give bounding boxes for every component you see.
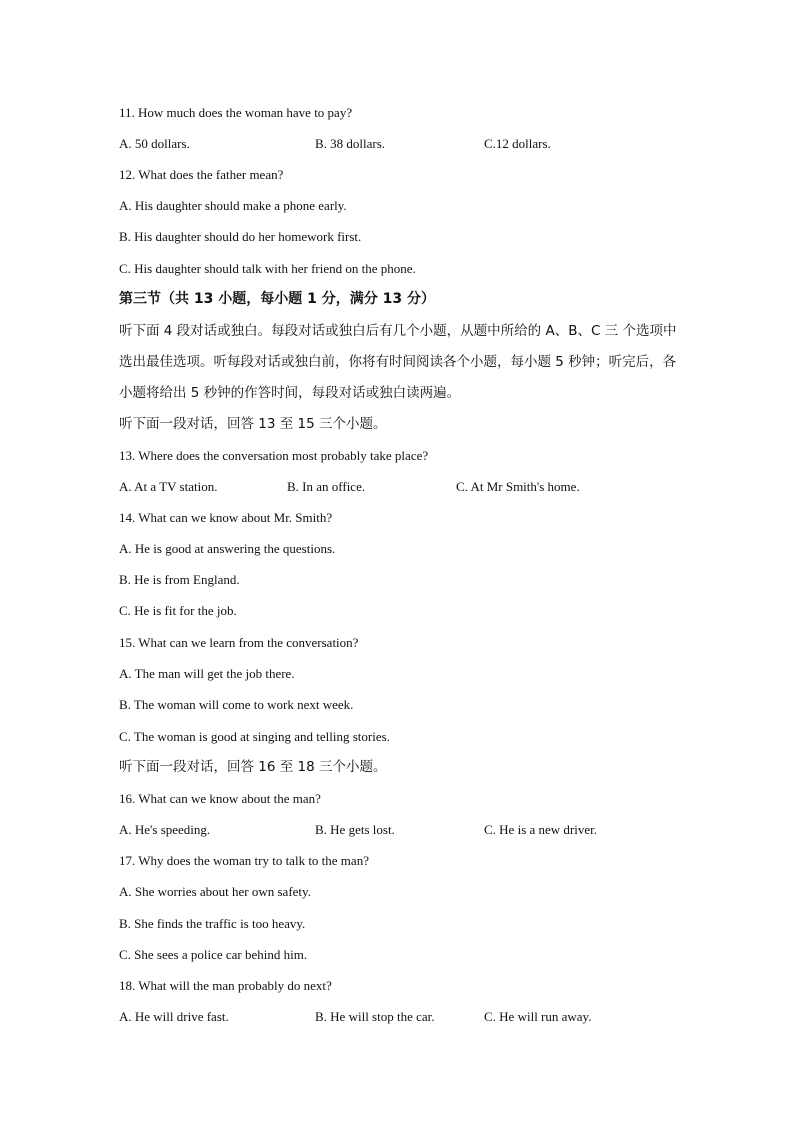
question-11-stem: 11. How much does the woman have to pay? bbox=[119, 105, 353, 120]
question-17-option-a: A. She worries about her own safety. bbox=[119, 884, 311, 899]
question-14-option-a: A. He is good at answering the questions. bbox=[119, 541, 336, 556]
question-18-option-a: A. He will drive fast. bbox=[119, 1009, 229, 1024]
question-11-option-a: A. 50 dollars. bbox=[119, 136, 190, 151]
question-18-option-c: C. He will run away. bbox=[484, 1009, 592, 1024]
section-3-heading: 第三节（共 13 小题，每小题 1 分，满分 13 分） bbox=[119, 291, 435, 307]
question-14-option-b: B. He is from England. bbox=[119, 572, 240, 587]
question-18-stem: 18. What will the man probably do next? bbox=[119, 978, 332, 993]
question-11-option-b: B. 38 dollars. bbox=[315, 136, 386, 151]
question-12-option-a: A. His daughter should make a phone early. bbox=[119, 198, 347, 213]
question-16-option-c: C. He is a new driver. bbox=[484, 822, 598, 837]
question-11-option-c: C.12 dollars. bbox=[484, 136, 551, 151]
question-14-option-c: C. He is fit for the job. bbox=[119, 603, 237, 618]
question-12-stem: 12. What does the father mean? bbox=[119, 167, 284, 182]
question-13-option-a: A. At a TV station. bbox=[119, 479, 218, 494]
question-18-option-b: B. He will stop the car. bbox=[315, 1009, 435, 1024]
question-14-stem: 14. What can we know about Mr. Smith? bbox=[119, 510, 333, 525]
question-15-option-b: B. The woman will come to work next week. bbox=[119, 697, 354, 712]
question-15-stem: 15. What can we learn from the conversation? bbox=[119, 635, 359, 650]
question-16-stem: 16. What can we know about the man? bbox=[119, 791, 321, 806]
question-15-option-a: A. The man will get the job there. bbox=[119, 666, 295, 681]
question-17-option-c: C. She sees a police car behind him. bbox=[119, 947, 308, 962]
question-16-option-a: A. He's speeding. bbox=[119, 822, 211, 837]
question-15-option-c: C. The woman is good at singing and telling stories. bbox=[119, 729, 390, 744]
question-17-stem: 17. Why does the woman try to talk to the man? bbox=[119, 853, 369, 868]
question-13-option-c: C. At Mr Smith's home. bbox=[456, 479, 580, 494]
dialogue-2-intro: 听下面一段对话，回答 16 至 18 三个小题。 bbox=[119, 759, 387, 775]
question-13-stem: 13. Where does the conversation most probably take place? bbox=[119, 448, 429, 463]
question-17-option-b: B. She finds the traffic is too heavy. bbox=[119, 916, 306, 931]
question-16-option-b: B. He gets lost. bbox=[315, 822, 395, 837]
dialogue-1-intro: 听下面一段对话，回答 13 至 15 三个小题。 bbox=[119, 416, 387, 432]
section-3-instructions: 听下面 4 段对话或独白。每段对话或独白后有几个小题，从题中所给的 A、B、C 三 个选项中选出最佳选项。听每段对话或独白前，你将有时间阅读各个小题，每小题 5 秒钟；听完后，各小题将给出 5 秒钟的作答时间，每段对话或独白读两遍。 bbox=[119, 323, 677, 401]
question-12-option-b: B. His daughter should do her homework first. bbox=[119, 229, 362, 244]
question-12-option-c: C. His daughter should talk with her friend on the phone. bbox=[119, 261, 416, 276]
question-13-option-b: B. In an office. bbox=[287, 479, 366, 494]
